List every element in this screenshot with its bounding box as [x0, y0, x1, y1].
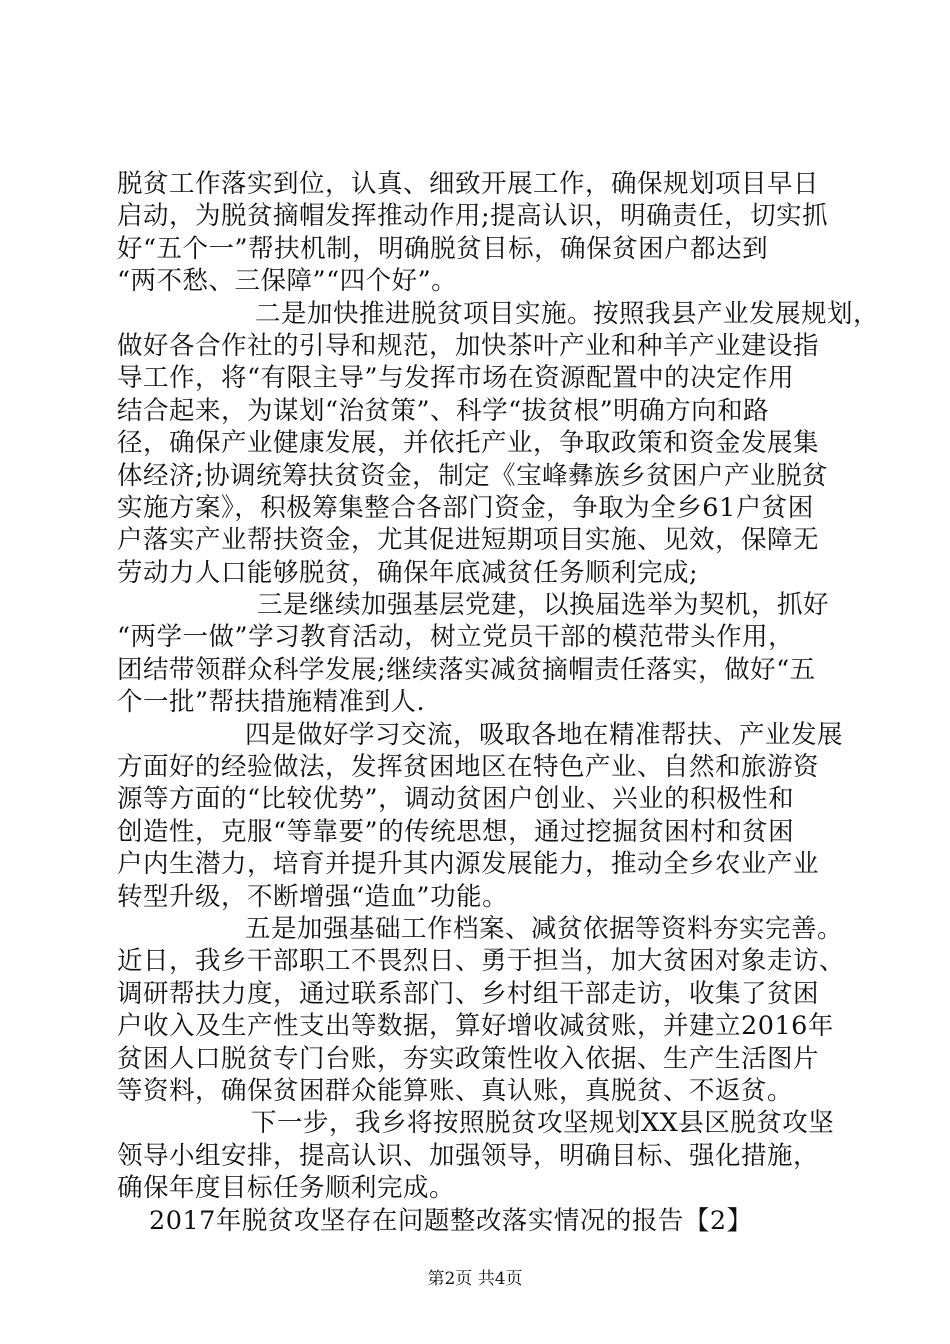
text-line: 户内生潜力，培育并提升其内源发展能力，推动全乡农业产业	[117, 849, 820, 880]
paragraph-5	[117, 913, 846, 1107]
text-line: 体经济;协调统筹扶贫资金，制定《宝峰彝族乡贫困户产业脱贫	[117, 460, 829, 491]
text-line: 径，确保产业健康发展，并依托产业，争取政策和资金发展集	[117, 428, 820, 459]
paragraph-1	[117, 168, 837, 298]
text-line: 户落实产业帮扶资金，尤其促进短期项目实施、见效，保障无	[117, 525, 820, 556]
document-body	[117, 168, 880, 1237]
text-line: 三是继续加强基层党建，以换届选举为契机，抓好	[257, 590, 830, 621]
text-line: 结合起来，为谋划“治贫策”、科学“拔贫根”明确方向和路	[117, 395, 770, 426]
text-line: 创造性，克服“等靠要”的传统思想，通过挖掘贫困村和贫困	[117, 816, 795, 847]
text-line: 方面好的经验做法，发挥贫困地区在特色产业、自然和旅游资	[117, 752, 820, 783]
text-line: 脱贫工作落实到位，认真、细致开展工作，确保规划项目早日	[117, 169, 820, 199]
text-line: 下一步，我乡将按照脱贫攻坚规划XX县区脱贫攻坚	[251, 1108, 835, 1139]
text-line: 启动，为脱贫摘帽发挥推动作用;提高认识，明确责任，切实抓	[117, 201, 829, 232]
paragraph-6	[117, 1107, 837, 1204]
text-line: 个一批”帮扶措施精准到人.	[117, 687, 426, 718]
text-line: 团结带领群众科学发展;继续落实减贫摘帽责任落实，做好“五	[117, 654, 816, 685]
text-line: 二是加快推进脱贫项目实施。按照我县产业发展规划，	[255, 298, 880, 329]
paragraph-3	[117, 589, 837, 719]
paragraph-4	[117, 719, 844, 913]
text-line: “两不愁、三保障”“四个好”。	[117, 266, 458, 297]
text-line: 好“五个一”帮扶机制，明确脱贫目标，确保贫困户都达到	[117, 233, 769, 264]
text-line: 户收入及生产性支出等数据，算好增收减贫账，并建立2016年	[117, 1011, 834, 1042]
text-line: 四是做好学习交流，吸取各地在精准帮扶、产业发展	[245, 719, 844, 750]
text-line: 劳动力人口能够脱贫，确保年底减贫任务顺利完成;	[117, 557, 699, 588]
text-line: 导工作，将“有限主导”与发挥市场在资源配置中的决定作用	[117, 363, 795, 394]
text-line: 调研帮扶力度，通过联系部门、乡村组干部走访，收集了贫困	[117, 978, 820, 1009]
text-line: 贫困人口脱贫专门台账，夯实政策性收入依据、生产生活图片	[117, 1043, 820, 1074]
text-line: 领导小组安排，提高认识、加强领导，明确目标、强化措施，	[117, 1140, 820, 1171]
paragraph-2	[117, 298, 880, 590]
section-heading: 2017年脱贫攻坚存在问题整改落实情况的报告【2】	[149, 1205, 753, 1236]
text-line: 转型升级，不断增强“造血”功能。	[117, 881, 509, 912]
text-line: 等资料，确保贫困群众能算账、真认账，真脱贫、不返贫。	[117, 1075, 794, 1106]
text-line: 五是加强基础工作档案、减贫依据等资料夯实完善。	[245, 913, 844, 944]
text-line: “两学一做”学习教育活动，树立党员干部的模范带头作用，	[117, 622, 795, 653]
text-line: 源等方面的“比较优势”，调动贫困户创业、兴业的积极性和	[117, 784, 795, 815]
text-line: 近日，我乡干部职工不畏烈日、勇于担当，加大贫困对象走访、	[117, 946, 846, 977]
text-line: 确保年度目标任务顺利完成。	[117, 1173, 456, 1204]
text-line: 做好各合作社的引导和规范，加快茶叶产业和种羊产业建设指	[117, 330, 820, 361]
page-number-footer: 第2页 共4页	[427, 1269, 523, 1289]
text-line: 实施方案》，积极筹集整合各部门资金，争取为全乡61户贫困	[117, 492, 814, 523]
